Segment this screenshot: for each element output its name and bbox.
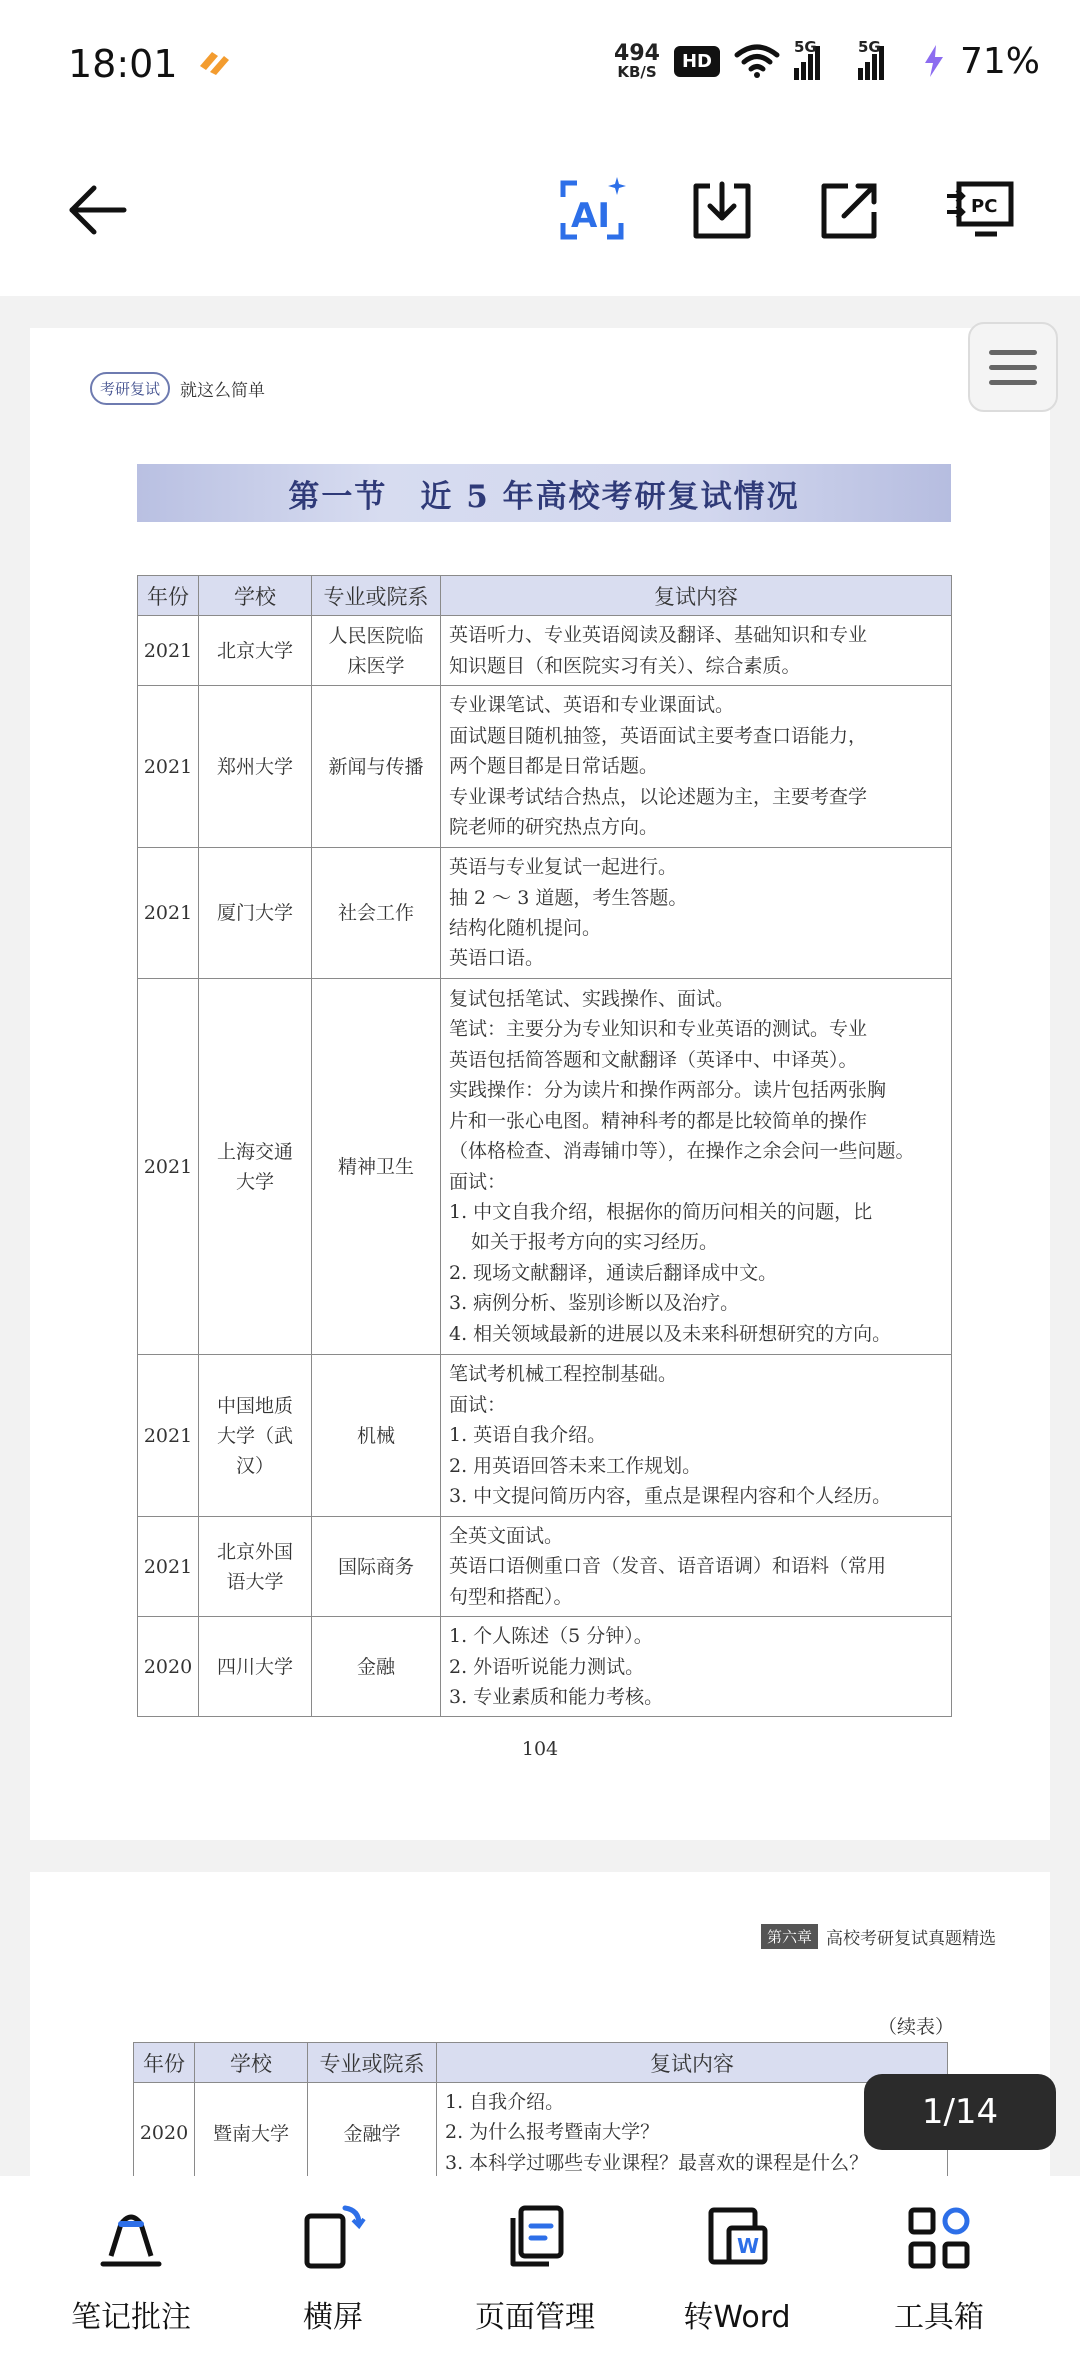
annotate-icon [95, 2202, 167, 2274]
cell-content: 英语与专业复试一起进行。 抽 2 ～ 3 道题，考生答题。 结构化随机提问。 英语口语。 [441, 848, 952, 979]
hd-voice-icon: HD [674, 46, 720, 77]
table-row [138, 848, 952, 979]
cell-school: 北京大学 [199, 616, 312, 686]
cell-content: 英语听力、专业英语阅读及翻译、基础知识和专业 知识题目（和医院实习有关）、综合素质。 [441, 616, 952, 686]
cell-major: 金融学 [308, 2083, 437, 2177]
top-toolbar [0, 130, 1080, 296]
toolbox-icon [903, 2202, 975, 2274]
retest-table [137, 575, 952, 1717]
nav-toolbox[interactable]: 工具箱 [859, 2202, 1019, 2336]
cell-major: 机械 [312, 1355, 441, 1517]
status-time: 18:01 [68, 42, 178, 86]
back-button[interactable] [56, 170, 136, 250]
page-indicator[interactable]: 1/14 [864, 2074, 1056, 2150]
charging-bolt-icon [922, 43, 946, 79]
cell-school: 厦门大学 [199, 848, 312, 979]
brand-slogan: 就这么简单 [180, 381, 266, 401]
cell-content: 专业课笔试、英语和专业课面试。 面试题目随机抽签，英语面试主要考查口语能力， 两个题目都是日常话题。 专业课考试结合热点，以论述题为主，主要考查学 院老师的研究热点方向。 [441, 686, 952, 848]
nav-to-word[interactable]: W 转Word [657, 2202, 817, 2336]
cell-major: 人民医院临 床医学 [312, 616, 441, 686]
cell-major: 社会工作 [312, 848, 441, 979]
svg-text:AI: AI [571, 196, 610, 236]
header-school: 学校 [195, 2043, 308, 2083]
menu-line [989, 380, 1037, 385]
svg-text:W: W [737, 2234, 760, 2258]
brand-logo: 考研复试 [90, 372, 170, 405]
network-speed: 494 KB/S [614, 40, 660, 81]
ai-icon [557, 175, 627, 245]
page-number: 104 [521, 1738, 559, 1760]
cell-school: 四川大学 [199, 1617, 312, 1717]
share-icon [818, 178, 882, 242]
ai-button[interactable] [552, 170, 632, 250]
cell-major: 精神卫生 [312, 979, 441, 1355]
section-title: 第一节 近 5 年高校考研复试情况 [288, 478, 800, 515]
brand-header [90, 372, 265, 405]
cell-content: 1. 自我介绍。 2. 为什么报考暨南大学？ 3. 本科学过哪些专业课程？最喜欢的课程是什么？ [437, 2083, 948, 2177]
cell-school: 北京外国 语大学 [199, 1517, 312, 1617]
wifi-icon [734, 43, 780, 79]
menu-line [989, 350, 1037, 355]
cell-major: 新闻与传播 [312, 686, 441, 848]
signal-5g-icon-2: 5G [858, 42, 908, 80]
table-header-row [134, 2043, 948, 2083]
notification-app-icon [196, 48, 232, 78]
continued-label: （续表） [877, 2016, 954, 2038]
nav-landscape[interactable]: 横屏 [253, 2202, 413, 2336]
battery-percent: 71% [959, 40, 1040, 82]
cell-year: 2021 [138, 848, 199, 979]
cell-school: 郑州大学 [199, 686, 312, 848]
cell-content: 全英文面试。 英语口语侧重口音（发音、语音语调）和语料（常用 句型和搭配）。 [441, 1517, 952, 1617]
header-school: 学校 [199, 576, 312, 616]
table-row [138, 979, 952, 1355]
cell-content: 复试包括笔试、实践操作、面试。 笔试：主要分为专业知识和专业英语的测试。专业 英语包括简答题和文献翻译（英译中、中译英）。 实践操作：分为读片和操作两部分。读片包括两张胸 片和一张心电图。精神科考的都是比较简单的操作 （体格检查、消毒铺巾等），在操作之余会问一些问题。 面试： 1. 中文自我介绍，根据你的简历问相关的问题，比 如关于报考方向的实习经历。 2. 现场文献翻译，通读后翻译成中文。 3. 病例分析、鉴别诊断以及治疗。 4. 相关领域最新的进展以及未来科研想研究的方向。 [441, 979, 952, 1355]
bottom-toolbar [0, 2176, 1080, 2376]
cell-year: 2021 [138, 1355, 199, 1517]
header-major: 专业或院系 [312, 576, 441, 616]
document-viewer[interactable] [0, 296, 1080, 2176]
section-title-banner [137, 464, 951, 522]
pc-transfer-button[interactable] [940, 170, 1020, 250]
menu-line [989, 365, 1037, 370]
status-bar [0, 0, 1080, 130]
cell-year: 2020 [138, 1617, 199, 1717]
chapter-chip: 第六章 [761, 1924, 818, 1949]
nav-page-manage[interactable]: 页面管理 [455, 2202, 615, 2336]
cell-year: 2021 [138, 979, 199, 1355]
cell-school: 中国地质 大学（武 汉） [199, 1355, 312, 1517]
svg-text:PC: PC [971, 196, 998, 217]
chapter-header [761, 1924, 996, 1949]
rotate-screen-icon [297, 2202, 369, 2274]
page-manage-icon [499, 2202, 571, 2274]
table-header-row [138, 576, 952, 616]
cell-content: 1. 个人陈述（5 分钟）。 2. 外语听说能力测试。 3. 专业素质和能力考核。 [441, 1617, 952, 1717]
status-icons [614, 36, 1040, 86]
document-page-1 [30, 328, 1050, 1840]
cell-school: 上海交通 大学 [199, 979, 312, 1355]
header-year: 年份 [134, 2043, 195, 2083]
table-row [138, 686, 952, 848]
pc-transfer-icon [945, 178, 1015, 242]
cell-year: 2021 [138, 686, 199, 848]
signal-5g-icon-1: 5G [794, 42, 844, 80]
cell-major: 金融 [312, 1617, 441, 1717]
share-button[interactable] [810, 170, 890, 250]
page-menu-button[interactable] [968, 322, 1058, 412]
header-content: 复试内容 [441, 576, 952, 616]
cell-year: 2021 [138, 616, 199, 686]
word-icon [701, 2202, 773, 2274]
header-year: 年份 [138, 576, 199, 616]
back-arrow-icon [64, 182, 128, 238]
download-icon [690, 178, 754, 242]
table-row [138, 1355, 952, 1517]
nav-annotate[interactable]: 笔记批注 [51, 2202, 211, 2336]
cell-year: 2020 [134, 2083, 195, 2177]
table-row [138, 1517, 952, 1617]
retest-table-continued [133, 2042, 948, 2176]
download-button[interactable] [682, 170, 762, 250]
cell-major: 国际商务 [312, 1517, 441, 1617]
table-row [138, 1617, 952, 1717]
table-row [134, 2083, 948, 2177]
chapter-title: 高校考研复试真题精选 [826, 1929, 996, 1949]
cell-content: 笔试考机械工程控制基础。 面试： 1. 英语自我介绍。 2. 用英语回答未来工作规划。 3. 中文提问简历内容，重点是课程内容和个人经历。 [441, 1355, 952, 1517]
cell-year: 2021 [138, 1517, 199, 1617]
header-content: 复试内容 [437, 2043, 948, 2083]
header-major: 专业或院系 [308, 2043, 437, 2083]
cell-school: 暨南大学 [195, 2083, 308, 2177]
table-row [138, 616, 952, 686]
